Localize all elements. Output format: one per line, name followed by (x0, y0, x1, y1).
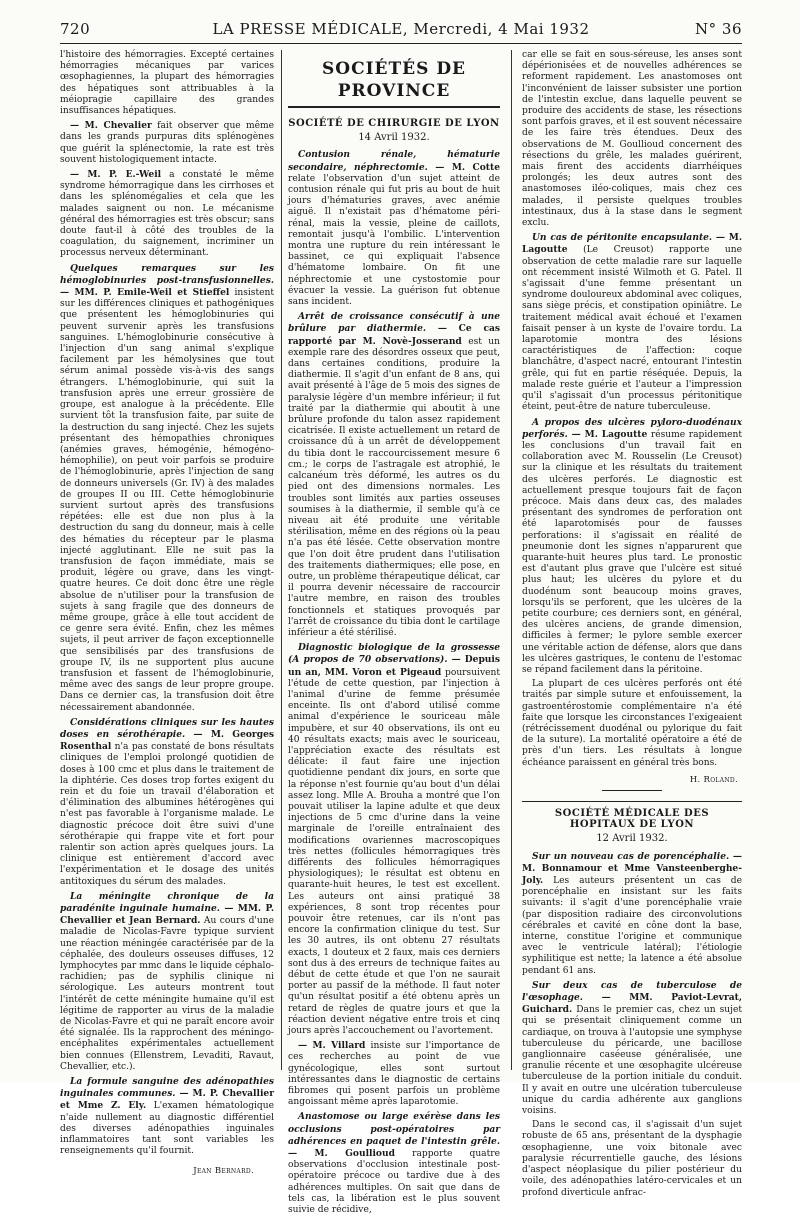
article-title: Arrêt de croissance consécutif à une brûlure par diathermie. (288, 311, 500, 335)
article-text: L'examen hématologique n'aide nullement au diagnostic différentiel des diverses adénopathies inguinales inflammatoires tant sont variables les renseignements qu'il fournit. (60, 1101, 274, 1157)
section-title: SOCIÉTÉS DE PROVINCE (288, 58, 500, 108)
column-divider (511, 50, 512, 1070)
article (522, 851, 742, 977)
article-title: Anastomose ou large exérèse dans les occlusions post-opératoires par adhérences en paquet de l'intestin grêle. (288, 1111, 500, 1147)
article-text: poursuivent l'étude de cette question, par l'injection à l'animal d'urine de femme présumée enceinte. Ils ont d'abord utilisé comme animal d'expérience le souriceau mâle impubère, et sur 40 observations, ils ont eu 40 résultats exacts; mais avec le souriceau, l'appréciation exacte des résultats est délicate: il faut faire une injection quotidienne pendant dix jours, en sorte que la réponse n'est fournie qu'au bout d'un délai assez long. Mlle A. Brouha a montré que l'on pouvait utiliser la lapine adulte et que deux injections de 5 cmc d'urine dans la veine marginale de l'oreille entraînaient des modifications ovariennes macroscopiques très nettes (follicules hémorragiques très différents des follicules hémorragiques physiologiques); le résultat est obtenu en quarante-huit heures, le test est excellent. Les auteurs ont ainsi pratiqué 38 expériences, 8 sont trop récentes pour pouvoir être retenues, car ils n'ont pas encore la confirmation clinique du test. Sur les 30 autres, ils ont obtenu 27 résultats exacts, 1 douteux et 2 faux, mais ces derniers sont dus à des erreurs de technique faites au début de cette étude et que l'on ne saurait porter au passif de la méthode. Il faut noter qu'un résultat positif a été obtenu après un retard de règles de quatre jours et que la réaction devient négative entre trois et cinq jours après l'accouchement ou l'avortement. (288, 667, 500, 1037)
article (60, 717, 274, 888)
column-right (522, 50, 742, 1198)
column-middle (288, 50, 500, 1216)
session-date: 14 Avril 1932. (358, 132, 430, 144)
author-name: — M. Chevalier (70, 120, 152, 132)
article (522, 232, 742, 413)
author-names: — M. Georges Rosenthal (60, 728, 274, 753)
paragraph: car elle se fait en sous-séreuse, les anses sont dépérionisées et de nouvelles adhérences se reforment rapidement. Les anastomoses ont l'inconvénient de laisser subsister une portion de l'intestin exclue, dans laquelle peuvent se produire des accidents de stase, les résections sont parfois graves, et il est souvent nécessaire de les faire très étendues. Deux des observations de M. Goullioud concernent des résections du grêle, les malades guérirent, mais firent des accidents diarrhéiques prolongés; les deux autres sont des anastomoses iléo-coliques, mais chez ces malades, il persiste quelques troubles intestinaux, dus à la stase dans le segment exclu. (522, 50, 742, 229)
article-text: rapporte quatre observations d'occlusion intestinale post-opératoire précoce ou tardive due à des adhérences multiples. On sait que dans de tels cas, la libération est le plus souvent suivie de récidive, (288, 1149, 500, 1216)
article (288, 149, 500, 308)
separator-rule (602, 790, 662, 791)
author-names: — M. Goullioud (288, 1148, 395, 1160)
article (60, 891, 274, 1073)
society-title: SOCIÉTÉ MÉDICALE DES HOPITAUX DE LYON (522, 801, 742, 830)
article-title: La méningite chronique de la paradénite inguinale humaine. (60, 890, 274, 915)
paragraph (60, 169, 274, 260)
page-number: 720 (60, 20, 91, 38)
article (60, 263, 274, 714)
article-text: insistent sur les différences cliniques et pathogéniques que présentent les hémoglobinuries qui peuvent survenir après les transfusions sanguines. L'hémoglobinurie consécutive à l'injection d'un sang animal s'explique facilement par les hémolysines que tout sérum animal possède vis-à-vis des sangs étrangers. L'hémoglobinurie, qui suit la transfusion après une erreur grossière de groupe, est analogue à la précédente. Elle survient tôt la transfusion faite, par suite de la destruction du sang injecté. Chez les sujets présentant des hémopathies chroniques (anémies graves, hémogénie, hémogéno-hémophilie), on peut voir parfois se produire de l'hémoglobinurie, après l'injection de sang de donneurs universels (Gr. IV) à des malades de groupes II ou III. Cette hémoglobinurie survient surtout après des transfusions répétées: elle est due non plus à la destruction du sang du donneur, mais à celle des hématies du récepteur par le plasma injecté agglutinant. Elle ne suit pas la transfusion de façon immédiate, mais se produit, légère ou grave, dans les vingt-quatre heures. Ce doit donc être une règle absolue de n'utiliser pour la transfusion de sujets à sang fragile que des donneurs de même groupe, grâce à elle tout accident de ce genre sera évité. Enfin, chez les mêmes sujets, il peut arriver de façon exceptionnelle que sensibilisés par des transfusions de groupe IV, ils ne supportent plus aucune transfusion et fassent de l'hémoglobinurie, même avec des sangs de leur propre groupe. Dans ce dernier cas, la transfusion doit être nécessairement abandonnée. (60, 288, 274, 713)
article-title: Diagnostic biologique de la grossesse (A propos de 70 observations). (288, 642, 500, 666)
author-names: — M. P. Chevallier et Mme Z. Ely. (60, 1088, 274, 1112)
paragraph (288, 1040, 500, 1108)
signature: H. Roland. (689, 774, 738, 785)
article-text: (Le Creusot) rapporte une observation de cette maladie rare sur laquelle ont récemment insisté Wilmoth et G. Patel. Il s'agissait d'une femme présentant un syndrome douloureux abdominal avec coliques, sans siège précis, et constipation opiniâtre. Le traitement médical avait échoué et l'examen faisait penser à un kyste de l'ovaire tordu. La laparotomie montra des lésions caractéristiques de l'affection: coque blanchâtre, d'aspect nacré, entourant l'intestin grêle, qui fut en partie réséquée. Depuis, la malade reste guérie et l'auteur a l'impression qu'il s'agissait d'un processus péritonitique éteint, peut-être de nature tuberculeuse. (522, 245, 742, 413)
article-title: Sur un nouveau cas de porencéphalie. (532, 850, 730, 862)
paragraph: La plupart de ces ulcères perforés ont été traités par simple suture et enfouissement, la gastroentérostomie complémentaire n'a été faite que lorsque les circonstances l'exigeaient (rétrécissement duodénal ou pylorique du fait de la suture). La mortalité opératoire a été de près d'un tiers. Les résultats à longue échéance paraissent en général très bons. (522, 679, 742, 768)
column-divider (281, 50, 282, 1070)
article-title: A propos des ulcères pyloro-duodénaux perforés. (522, 416, 742, 440)
article-title: Quelques remarques sur les hémoglobinuries post-transfusionnelles. (60, 262, 274, 286)
author-names: — MM. P. Emile-Weil et Stieffel (60, 287, 230, 299)
session-date: 12 Avril 1932. (596, 833, 668, 845)
article (288, 1111, 500, 1216)
paragraph-text: a constaté le même syndrome hémorragique dans les cirrhoses et dans les splénomégalies et cela que les malades saignent ou non. Le mécanisme général des hémorragies est très obscur; sans doute faut-il à côté des troubles de la coagulation, du saignement, incriminer un processus nerveux déterminant. (60, 170, 274, 259)
society-title: SOCIÉTÉ DE CHIRURGIE DE LYON (288, 118, 500, 129)
author-name: — M. Villard (298, 1040, 366, 1052)
author-names: — M. Lagoutte (567, 428, 648, 440)
article (288, 642, 500, 1037)
running-header (60, 18, 742, 40)
author-names: — M. Cotte (427, 161, 500, 173)
paragraph: Dans le second cas, il s'agissait d'un sujet robuste de 65 ans, présentant de la dysphagie œsophagienne, une voix bitonale avec paralysie récurrentielle gauche, des lésions d'aspect néoplasique du pilier postérieur du voile, des adénopathies latéro-cervicales et un profond diverticule anfrac- (522, 1120, 742, 1198)
article (288, 311, 500, 639)
article-title: Contusion rénale, hématurie secondaire, néphrectomie. (288, 149, 500, 173)
author-names: — MM. Paviot-Levrat, Guichard. (522, 992, 742, 1016)
header-rule (60, 43, 742, 44)
author-names: — Depuis un an, MM. Voron et Pigeaud (288, 654, 500, 678)
article (522, 417, 742, 677)
author-names: — M. Bonnamour et Mme Vansteenberghe-Joly. (522, 850, 742, 887)
author-name: — M. P. E.-Weil (70, 169, 162, 181)
signature: Jean Bernard. (193, 1165, 254, 1176)
article-text: Au cours d'une maladie de Nicolas-Favre typique survient une réaction méningée caractérisée par de la céphalée, des douleurs osseuses diffuses, 12 lymphocytes par mmc dans le liquide céphalo-rachidien; pas de syphilis clinique ni sérologique. Les auteurs montrent tout l'intérêt de cette méningite humaine qu'il est légitime de rapporter au virus de la maladie de Nicolas-Favre et qui ne paraît encore avoir été signalée. Ils la rapprochent des méningo-encéphalites expérimentales actuellement bien connues (Ellenstrem, Levaditi, Ravaut, Chevallier, etc.). (60, 916, 274, 1072)
article-text: n'a pas constaté de bons résultats cliniques de l'emploi prolongé quotidien de doses à 100 cmc et plus dans le traitement de la diphtérie. Ces doses trop fortes exigent du rein et du foie un travail d'élaboration et d'élimination des albumines hétérogènes qui n'est pas favorable à l'organisme malade. Le diagnostic précoce doit être suivi d'une sérothérapie qui frappe vite et fort pour ralentir son action après quelques jours. La clinique est entièrement d'accord avec l'expérimentation et le dosage des unités antitoxiques du sérum des malades. (60, 742, 274, 887)
article-text: est un exemple rare des désordres osseux que peut, dans certaines conditions, produire la diathermie. Il s'agit d'un enfant de 8 ans, qui avait présenté à l'âge de 5 mois des signes de paralysie légère d'un membre inférieur; il fut traité par la diathermie qui aboutit à une brûlure profonde du talon assez rapidement cicatrisée. Il existe actuellement un retard de croissance dû à un arrêt de développement du tibia dont le raccourcissement mesure 6 cm.; le corps de l'astragale est atrophié, le calcanéum très déformé, les autres os du pied ont des dimensions normales. Les troubles sont limités aux parties osseuses soumises à la diathermie, il semble qu'à ce niveau ait été produite une véritable stérilisation, même en des régions où la peau n'a pas été lésée. Cette observation montre que l'on doit être prudent dans l'utilisation des traitements diathermiques; elle pose, en outre, un problème thérapeutique délicat, car il pourra devenir nécessaire de raccourcir l'autre membre, en raison des troubles fonctionnels et statiques provoqués par l'arrêt de croissance du tibia dont le cartilage inférieur a été stérilisé. (288, 336, 500, 638)
issue-number: N° 36 (695, 20, 742, 38)
article-title: La formule sanguine des adénopathies inguinales communes. (60, 1076, 274, 1100)
author-names: — MM. P. Chevallier et Jean Bernard. (60, 903, 274, 927)
article-text: relate l'observation d'un sujet atteint de contusion rénale qui fut pris au bout de huit jours d'hématuries graves, avec anémie aiguë. Il n'existait pas d'hématome péri-rénal, mais la vessie, pleine de caillots, remontait jusqu'à l'ombilic. L'intervention montra une rupture du rein intéressant le bassinet, ce qui expliquait l'absence d'hématome lombaire. On fit une néphrectomie et une cystostomie pour évacuer la vessie. La guérison fut obtenue sans incident. (288, 173, 500, 308)
author-names: — M. Lagoutte (522, 232, 742, 256)
article-title: Un cas de péritonite encapsulante. (532, 232, 713, 244)
article-text: Dans le premier cas, chez un sujet qui se présentait cliniquement comme un cardiaque, on trouva à l'autopsie une symphyse tuberculeuse du péricarde, une bacillose ganglionnaire caséeuse généralisée, une granulie récente et une œsophagite ulcéreuse tuberculeuse de la portion initiale du conduit. Il y avait en outre une ulcération tuberculeuse unique du cardia adhérente aux ganglions voisins. (522, 1005, 742, 1117)
article (60, 1076, 274, 1157)
masthead-title: LA PRESSE MÉDICALE, Mercredi, 4 Mai 1932 (212, 20, 590, 38)
paragraph-text: insiste sur l'importance de ces recherches au point de vue gynécologique, elles sont surtout intéressantes dans le diagnostic de certains fibromes qui posent parfois un problème angoissant même après laparotomie. (288, 1041, 500, 1108)
article-title: Sur deux cas de tuberculose de l'œsophage. (522, 979, 742, 1004)
column-left (60, 50, 274, 1176)
paragraph-text: fait observer que même dans les grands purpuras dits splénogènes que guérit la splénectomie, la rate est très souvent histologiquement intacte. (60, 121, 274, 165)
article (522, 980, 742, 1117)
paragraph: l'histoire des hémorragies. Excepté certaines hémorragies mécaniques par varices œsophagiennes, la plupart des hémorragies des hépatiques sont attribuables à la méiopragie capillaire des grandes insuffisances hépatiques. (60, 50, 274, 117)
author-names: — Ce cas rapporté par M. Novè-Josserand (288, 323, 500, 347)
article-text: résume rapidement les conclusions d'un travail fait en collaboration avec M. Rousselin (Le Creusot) sur la clinique et les résultats du traitement des ulcères perforés. Le diagnostic est actuellement presque toujours fait de façon précoce. Mais dans deux cas, des malades présentant des syndromes de perforation ont été laparotomisés pour de fausses perforations: il s'agissait en réalité de pneumonie dont les signes n'apparurent que quarante-huit heures plus tard. Le pronostic est d'autant plus grave que l'ulcère est situé plus haut; les ulcères du pylore et du duodénum sont beaucoup moins graves, lorsqu'ils se perforent, que les ulcères de la petite courbure; ces derniers sont, en général, des ulcères anciens, de grande dimension, difficiles à fermer; le pylore semble exercer une véritable action de défense, alors que dans les ulcères gastriques, le contenu de l'estomac se répand facilement dans la péritoine. (522, 429, 742, 675)
article-text: Les auteurs présentent un cas de porencéphalie en insistant sur les faits suivants: il s'agit d'une porencéphalie vraie (par disposition radiaire des circonvolutions cérébrales et cavité en cône dont la base, interne, constitue l'origine et communique avec le ventricule latéral); l'étiologie syphilitique est nette; la latence a été absolue pendant 61 ans. (522, 876, 742, 976)
paragraph (60, 120, 274, 166)
article-title: Considérations cliniques sur les hautes doses en sérothérapie. (60, 716, 274, 740)
